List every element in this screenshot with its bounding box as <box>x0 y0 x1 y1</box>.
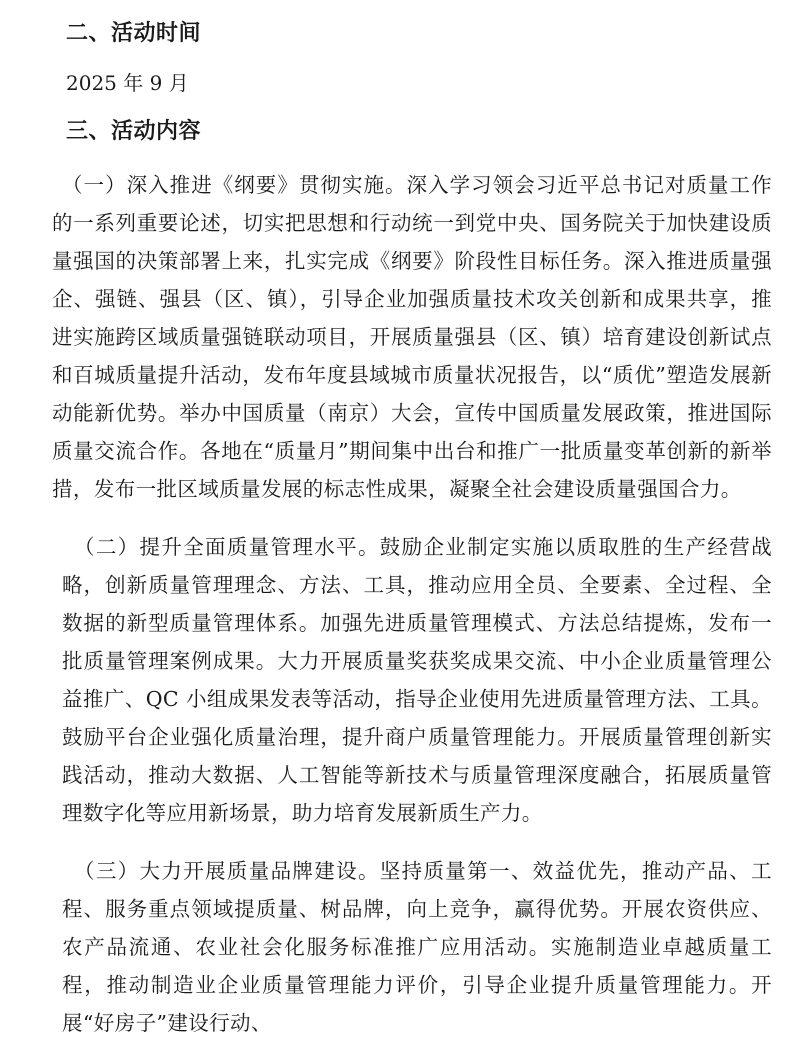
paragraph-2: （二）提升全面质量管理水平。鼓励企业制定实施以质取胜的生产经营战略，创新质量管理理念、方法、工具，推动应用全员、全要素、全过程、全数据的新型质量管理体系。加强先进质量管理模式、方法总结提炼，发布一批质量管理案例成果。大力开展质量奖获奖成果交流、中小企业质量管理公益推广、QC 小组成果发表等活动，指导企业使用先进质量管理方法、工具。鼓励平台企业强化质量治理，提升商户质量管理能力。开展质量管理创新实践活动，推动大数据、人工智能等新技术与质量管理深度融合，拓展质量管理数字化等应用新场景，助力培育发展新质生产力。 <box>62 535 772 825</box>
paragraph-3: （三）大力开展质量品牌建设。坚持质量第一、效益优先，推动产品、工程、服务重点领域提质量、树品牌，向上竞争，赢得优势。开展农资供应、农产品流通、农业社会化服务标准推广应用活动。实施制造业卓越质量工程，推动制造业企业质量管理能力评价，引导企业提升质量管理能力。开展“好房子”建设行动、 <box>62 859 772 1035</box>
section-heading-time: 二、活动时间 <box>66 21 202 46</box>
activity-time-value: 2025 年 9 月 <box>66 71 189 95</box>
paragraph-1: （一）深入推进《纲要》贯彻实施。深入学习领会习近平总书记对质量工作的一系列重要论述，切实把思想和行动统一到党中央、国务院关于加快建设质量强国的决策部署上来，扎实完成《纲要》阶段性目标任务。深入推进质量强企、强链、强县（区、镇），引导企业加强质量技术攻关创新和成果共享，推进实施跨区域质量强链联动项目，开展质量强县（区、镇）培育建设创新试点和百城质量提升活动，发布年度县域城市质量状况报告，以“质优”塑造发展新动能新优势。举办中国质量（南京）大会，宣传中国质量发展政策，推进国际质量交流合作。各地在“质量月”期间集中出台和推广一批质量变革创新的新举措，发布一批区域质量发展的标志性成果，凝聚全社会建设质量强国合力。 <box>52 173 772 501</box>
section-heading-content: 三、活动内容 <box>66 119 202 144</box>
